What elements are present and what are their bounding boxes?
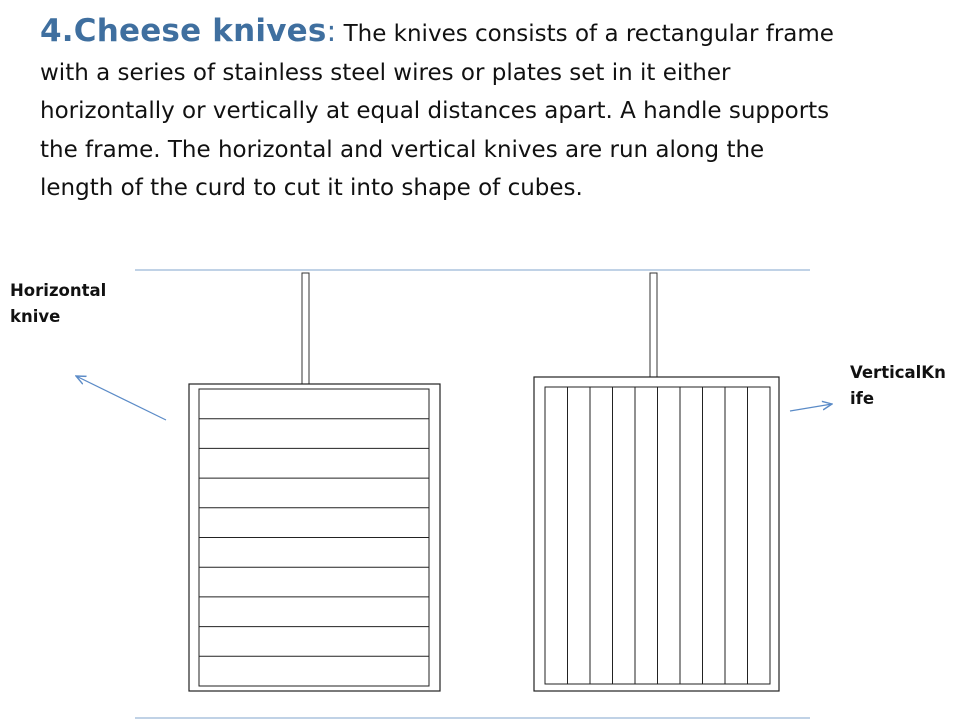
horizontal-label-line-1: Horizontal [10, 281, 107, 300]
horizontal-label-line-2: knive [10, 307, 61, 326]
vertical-knife-handle [650, 273, 657, 378]
vertical-knife [534, 273, 779, 691]
horizontal-label-arrow [76, 376, 166, 420]
horizontal-knife [189, 273, 440, 691]
body-line-5: length of the curd to cut it into shape of cubes. [40, 175, 583, 201]
horizontal-knife-handle [302, 273, 309, 385]
vertical-label-line-1: VerticalKn [850, 363, 946, 382]
slide-heading: 4.Cheese knives [40, 13, 327, 49]
vertical-label-arrow [790, 404, 832, 411]
heading-colon: : [326, 14, 337, 48]
body-line-3: horizontally or vertically at equal distances apart. A handle supports [40, 98, 830, 124]
body-line-4: the frame. The horizontal and vertical knives are run along the [40, 136, 765, 163]
vertical-label-line-2: ife [850, 389, 875, 408]
body-line-2: with a series of stainless steel wires or plates set in it either [40, 59, 731, 86]
body-line-1: The knives consists of a rectangular frame [336, 21, 834, 47]
